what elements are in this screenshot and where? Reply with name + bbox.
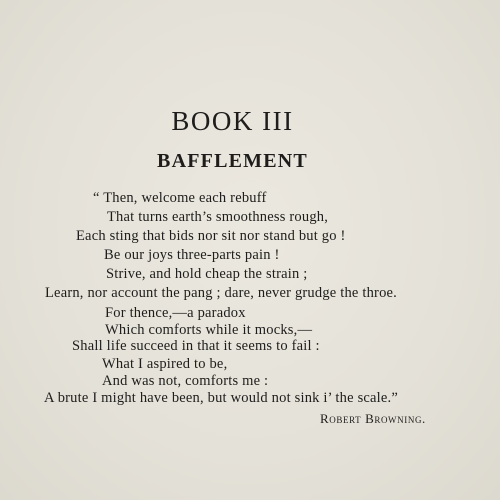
poem-line: A brute I might have been, but would not sink i’ the scale.” bbox=[44, 390, 399, 406]
poem-line: “ Then, welcome each rebuff bbox=[93, 190, 267, 206]
poem-line: Each sting that bids nor sit nor stand but go ! bbox=[76, 228, 346, 244]
section-title: BAFFLEMENT bbox=[157, 150, 308, 172]
poem-line: Which comforts while it mocks,— bbox=[105, 322, 313, 338]
poem-line: For thence,—a paradox bbox=[105, 305, 246, 321]
attribution: Robert Browning. bbox=[320, 411, 426, 426]
poem-line: Be our joys three-parts pain ! bbox=[104, 247, 280, 263]
poem-line: And was not, comforts me : bbox=[102, 373, 269, 389]
poem-line: Strive, and hold cheap the strain ; bbox=[106, 266, 308, 282]
poem-line: That turns earth’s smoothness rough, bbox=[107, 209, 329, 225]
book-title: BOOK III bbox=[171, 106, 294, 136]
poem-line: Learn, nor account the pang ; dare, never grudge the throe. bbox=[45, 285, 397, 301]
poem-line: What I aspired to be, bbox=[102, 356, 228, 372]
poem-line: Shall life succeed in that it seems to fail : bbox=[72, 338, 320, 354]
